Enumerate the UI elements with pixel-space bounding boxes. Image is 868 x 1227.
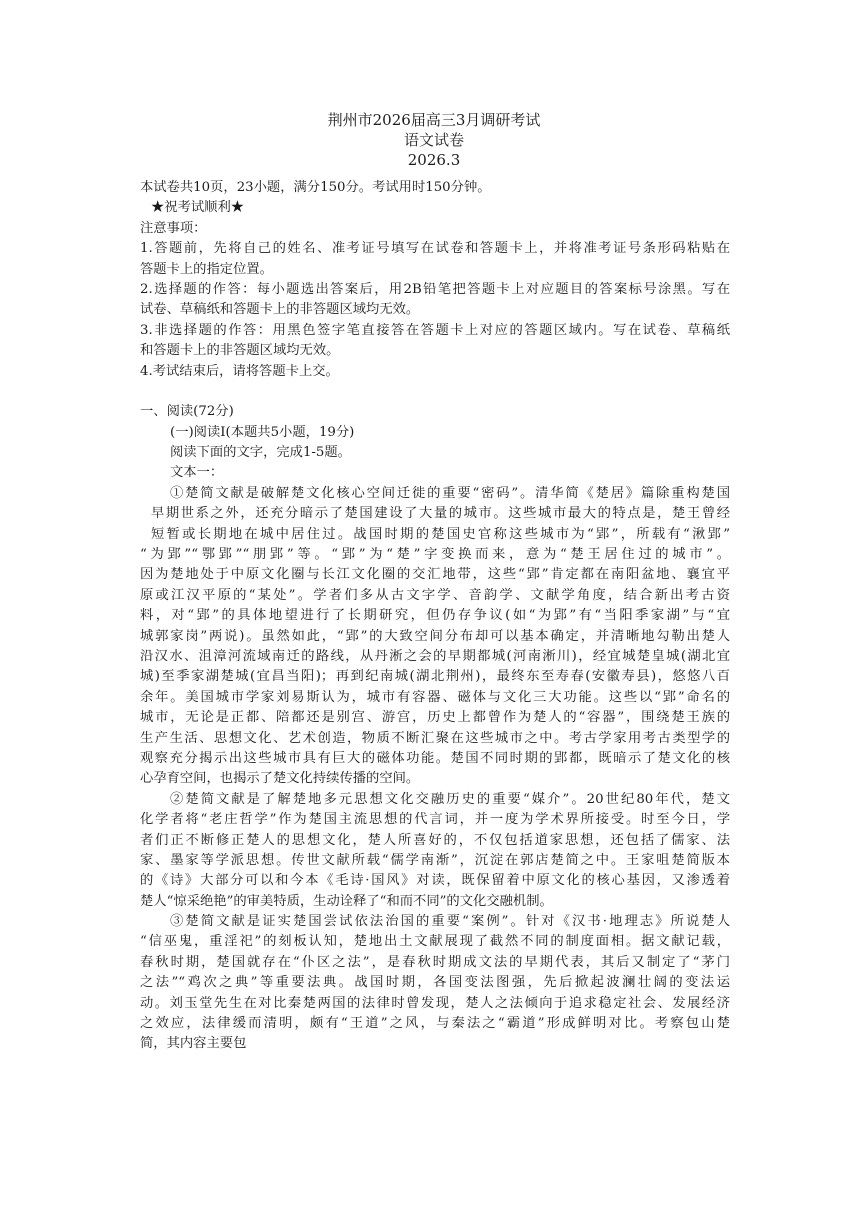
note-line: 和答题卡上的非答题区域均无效。 [140, 343, 340, 359]
paragraph-line: 家、墨家等学派思想。传世文献所载“儒学南渐”，沉淀在郭店楚简之中。王家咀楚简版本 [140, 852, 730, 868]
exam-header [0, 110, 868, 170]
notes-title: 注意事项： [140, 220, 207, 236]
paragraph-line: 之法”“鸡次之典”等重要法典。战国时期，各国变法图强，先后掀起波澜壮阔的变法运 [140, 975, 730, 991]
paragraph-2 [140, 790, 730, 912]
paragraph-line: 余年。美国城市学家刘易斯认为，城市有容器、磁体与文化三大功能。这些以“郢”命名的 [140, 689, 730, 705]
paragraph-line: 因为楚地处于中原文化圈与长江文化圈的交汇地带，这些“郢”肯定都在南阳盆地、襄宜平 [140, 567, 730, 583]
notes-list [140, 239, 730, 382]
paragraph-line: 城郭家岗”两说)。虽然如此，“郢”的大致空间分布却可以基本确定，并清晰地勾勒出楚人 [140, 628, 730, 644]
reading-instruction: 阅读下面的文字，完成1-5题。 [170, 445, 351, 461]
subsection-heading: (一)阅读Ⅰ(本题共5小题，19分) [170, 424, 355, 440]
paragraph-line: 者们正不断修正楚人的思想文化，楚人所喜好的，不仅包括道家思想，还包括了儒家、法 [140, 832, 730, 848]
paragraph-line: 早期世系之外，还充分暗示了楚国建设了大量的城市。这些城市最大的特点是，楚王曾经 [151, 506, 730, 522]
exam-subject: 语文试卷 [403, 131, 464, 149]
paragraph-line: 城)至季家湖楚城(宜昌当阳)；再到纪南城(湖北荆州)，最终东至寿春(安徽寿县)，悠悠八百 [140, 669, 730, 685]
paragraph-line: 之效应，法律缓而清明，颇有“王道”之风，与秦法之“霸道”形成鲜明对比。考察包山楚 [140, 1016, 730, 1032]
paragraph-line: 生产生活、思想文化、艺术创造，物质不断汇聚在这些城市之中。考古学家用考古类型学的 [140, 730, 730, 746]
paragraph-line: 春秋时期，楚国就存在“仆区之法”，是春秋时期成文法的早期代表，其后又制定了“茅门 [140, 954, 730, 970]
paragraph-line: 动。刘玉堂先生在对比秦楚两国的法律时曾发现，楚人之法倾向于追求稳定社会、发展经济 [140, 995, 730, 1011]
paragraph-line: 楚人“惊采绝艳”的审美特质，生动诠释了“和而不同”的文化交融机制。 [140, 893, 553, 909]
exam-title: 荆州市2026届高三3月调研考试 [327, 111, 541, 129]
paragraph-line: ③楚简文献是证实楚国尝试依法治国的重要“案例”。针对《汉书·地理志》所说楚人 [170, 914, 730, 930]
note-line: 2.选择题的作答：每小题选出答案后，用2B铅笔把答题卡上对应题目的答案标号涂黑。写在 [140, 281, 730, 297]
paragraph-line: ①楚简文献是破解楚文化核心空间迁徙的重要“密码”。清华简《楚居》篇除重构楚国 [170, 485, 730, 501]
good-luck-wish: ★祝考试顺利★ [151, 200, 245, 216]
note-line: 答题卡上的指定位置。 [140, 261, 273, 277]
paragraph-line: 沿汉水、沮漳河流域南迁的路线，从丹淅之会的早期都城(河南淅川)，经宜城楚皇城(湖北宜 [140, 648, 730, 664]
paragraph-line: 心孕育空间，也揭示了楚文化持续传播的空间。 [140, 771, 420, 787]
paragraph-3 [140, 912, 730, 1055]
spacer [140, 382, 730, 402]
text-label: 文本一： [170, 465, 224, 481]
paragraph-line: “信巫鬼，重淫祀”的刻板认知，楚地出土文献展现了截然不同的制度面相。据文献记载， [140, 934, 730, 950]
paragraph-line: 化学者将“老庄哲学”作为楚国主流思想的代言词，并一度为学术界所接受。时至今日，学 [140, 812, 730, 828]
paragraph-line: ②楚简文献是了解楚地多元思想文化交融历史的重要“媒介”。20世纪80年代，楚文 [170, 791, 730, 807]
paragraph-1 [140, 484, 730, 790]
exam-info: 本试卷共10页，23小题，满分150分。考试用时150分钟。 [140, 180, 491, 195]
exam-body [140, 178, 730, 1055]
note-line: 1.答题前，先将自己的姓名、准考证号填写在试卷和答题卡上，并将准考证号条形码粘贴在 [140, 241, 730, 257]
paragraph-line: 的《诗》大部分可以和今本《毛诗·国风》对读，既保留着中原文化的核心基因，又渗透着 [140, 873, 730, 889]
paragraph-line: 城市，无论是正都、陪都还是别宫、游宫，历史上都曾作为楚人的“容器”，围绕楚王族的 [140, 710, 730, 726]
paragraph-line: “为郢”“鄂郢”“朋郢”等。“郢”为“楚”字变换而来，意为“楚王居住过的城市”。 [140, 547, 730, 563]
paragraph-line: 短暂或长期地在城中居住过。战国时期的楚国史官称这些城市为“郢”，所载有“湫郢” [151, 526, 730, 542]
paragraph-line: 原或江汉平原的“某处”。学者们多从古文字学、音韵学、文献学角度，结合新出考古资 [140, 587, 730, 603]
note-line: 4.考试结束后，请将答题卡上交。 [140, 363, 339, 379]
section-heading: 一、阅读(72分) [140, 404, 234, 420]
paragraph-line: 料，对“郢”的具体地望进行了长期研究，但仍存争议(如“为郢”有“当阳季家湖”与“宜 [140, 608, 730, 624]
paragraph-line: 观察充分揭示出这些城市具有巨大的磁体功能。楚国不同时期的郢都，既暗示了楚文化的核 [140, 750, 730, 766]
exam-date: 2026.3 [407, 151, 461, 169]
paragraph-line: 简，其内容主要包 [140, 1036, 247, 1052]
note-line: 3.非选择题的作答：用黑色签字笔直接答在答题卡上对应的答题区域内。写在试卷、草稿纸 [140, 322, 730, 338]
note-line: 试卷、草稿纸和答题卡上的非答题区域均无效。 [140, 302, 420, 318]
